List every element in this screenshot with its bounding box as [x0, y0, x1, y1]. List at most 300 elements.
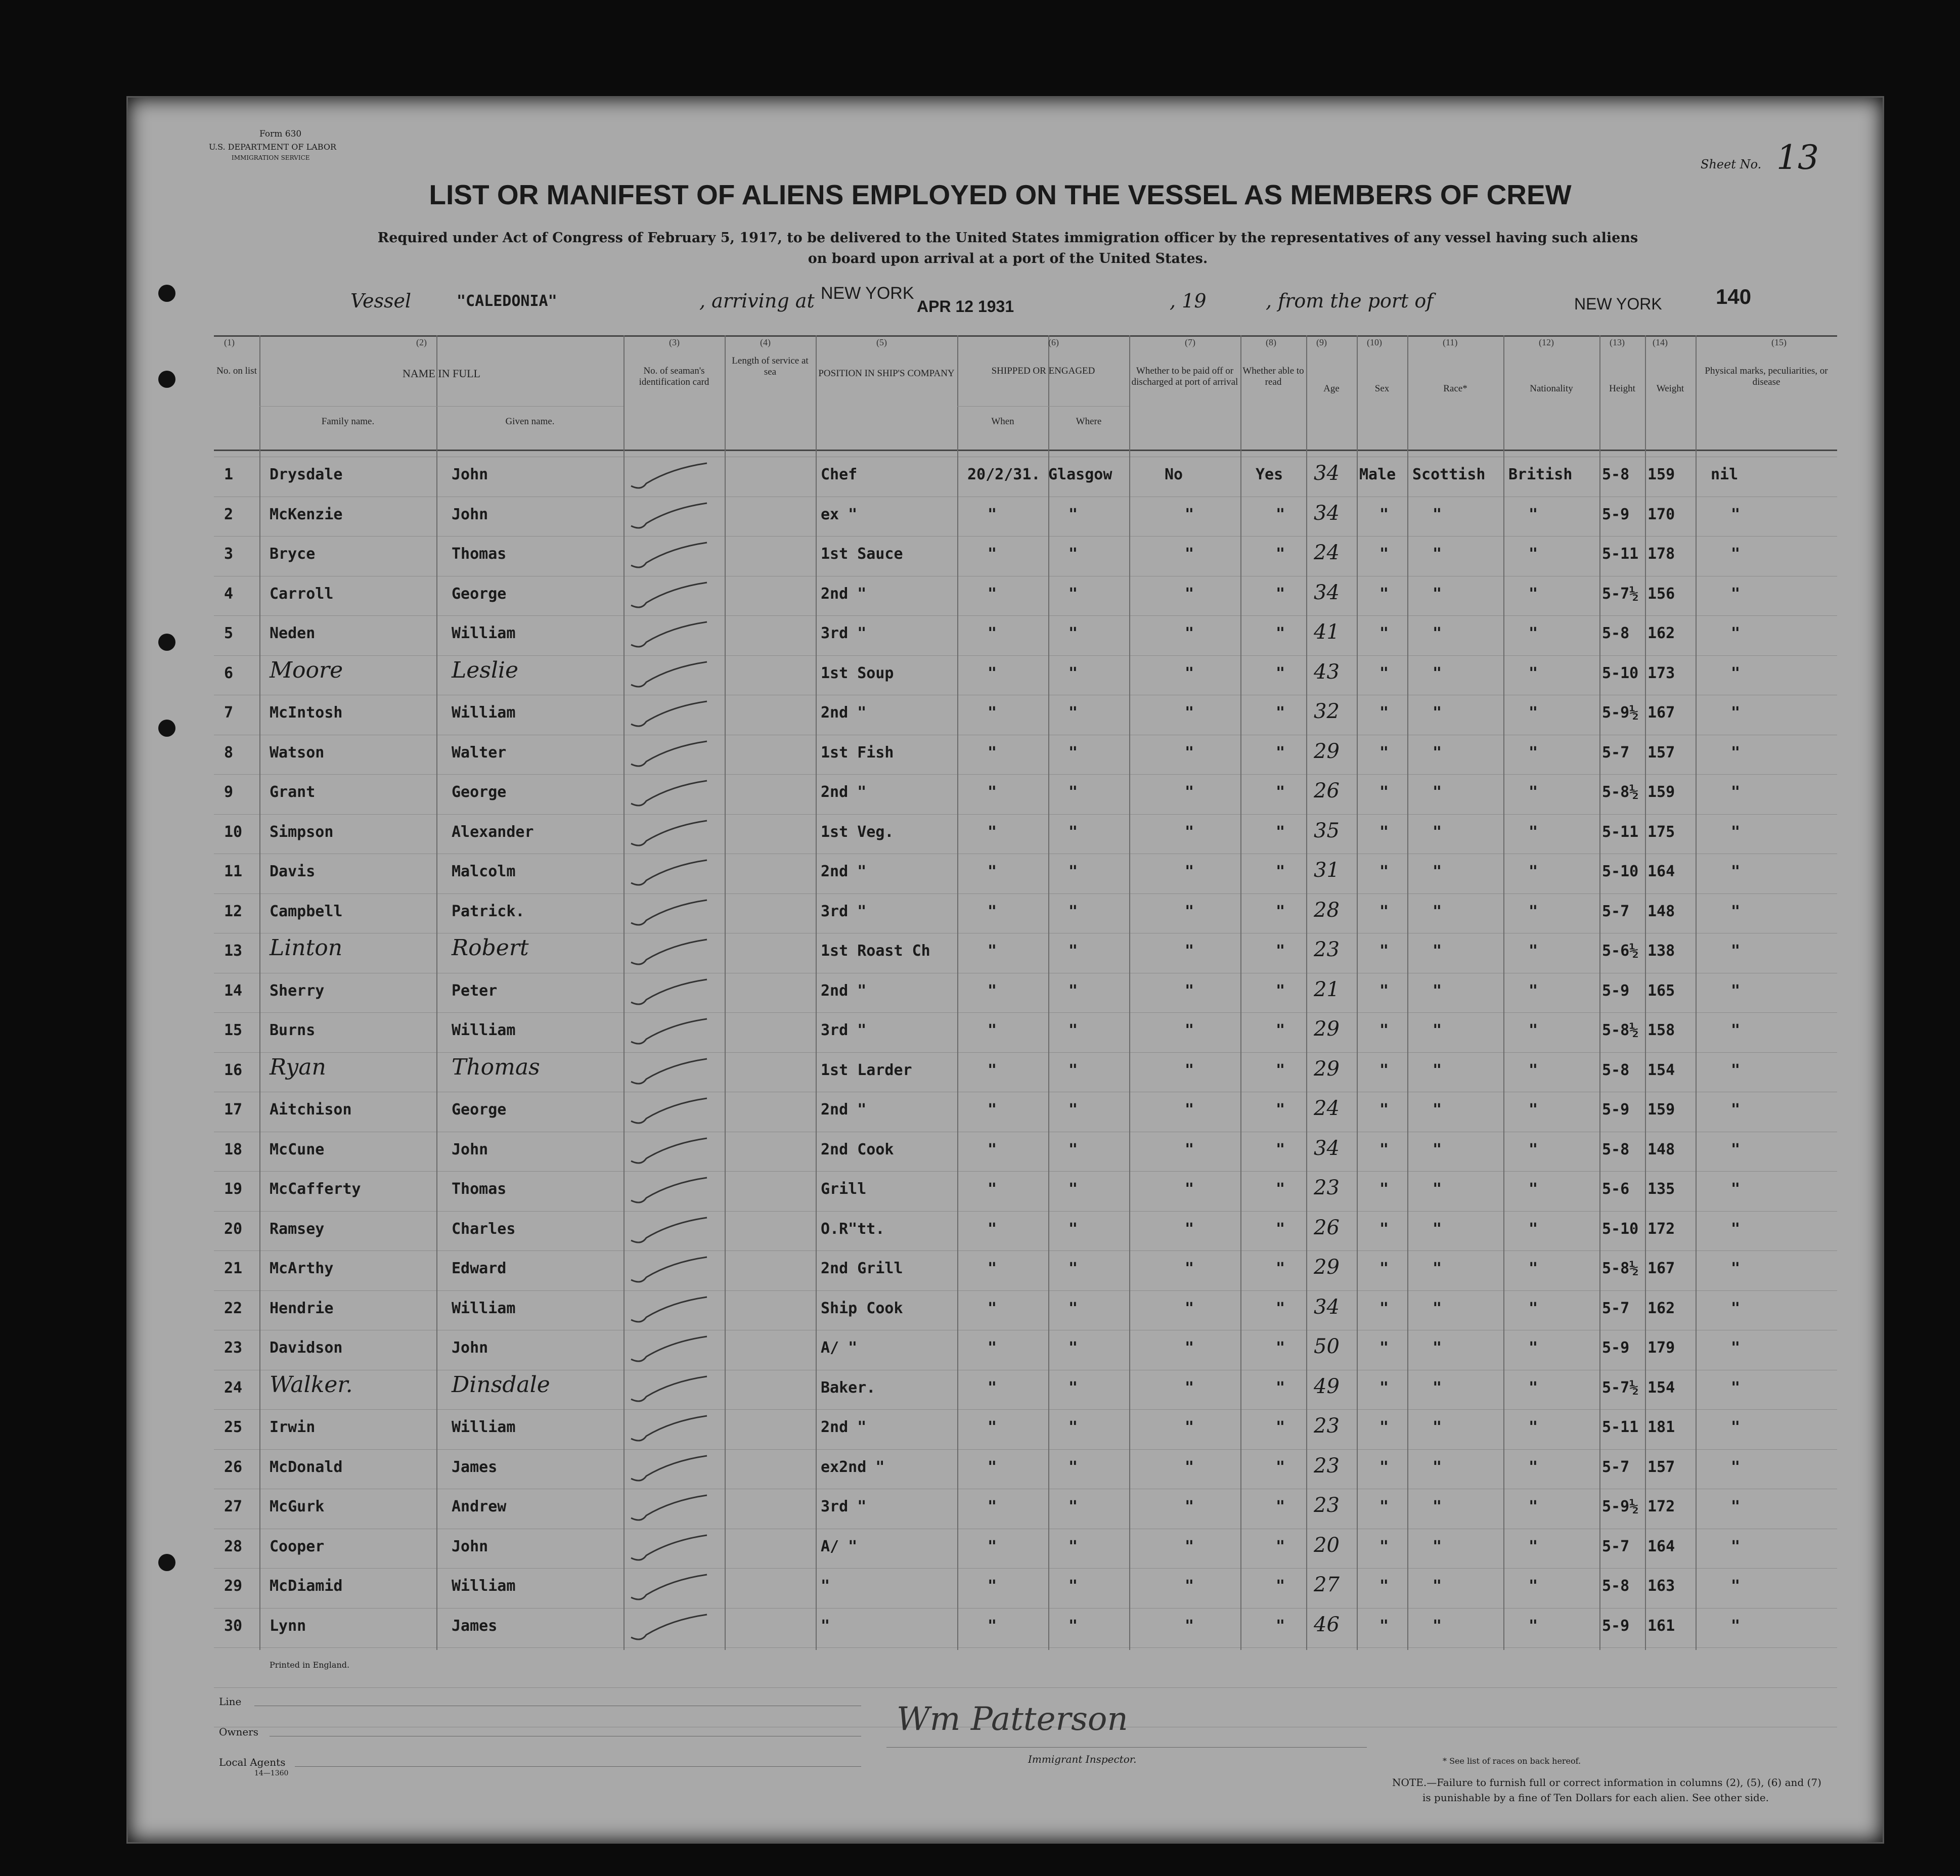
cell-position: 1st Fish: [821, 743, 894, 762]
cell-where: ": [1068, 664, 1078, 682]
check-mark-icon: [626, 619, 717, 655]
cell-marks: ": [1731, 1140, 1741, 1158]
cell-when: ": [988, 1617, 997, 1635]
cell-read: ": [1276, 585, 1285, 603]
cell-marks: ": [1731, 585, 1741, 603]
cell-family: McCune: [270, 1140, 325, 1158]
cell-no: 11: [224, 863, 243, 880]
cell-marks: ": [1731, 1458, 1741, 1476]
cell-paid: ": [1185, 1339, 1194, 1357]
column-divider: [1645, 335, 1646, 1650]
cell-position: O.R"tt.: [821, 1220, 885, 1238]
cell-family: Davis: [270, 863, 316, 880]
col-header-family: Family name.: [321, 416, 375, 427]
cell-paid: ": [1185, 505, 1194, 523]
cell-nat: ": [1529, 1458, 1538, 1476]
cell-sex: ": [1379, 1260, 1389, 1277]
cell-given: Robert: [452, 935, 529, 961]
cell-read: Yes: [1256, 466, 1283, 483]
cell-when: ": [988, 902, 997, 920]
col-header-age: Age: [1323, 383, 1340, 394]
cell-no: 1: [224, 466, 234, 483]
cell-position: 3rd ": [821, 624, 867, 642]
cell-paid: ": [1185, 1378, 1194, 1397]
cell-where: ": [1068, 1537, 1078, 1555]
col-header-position: POSITION IN SHIP'S COMPANY: [818, 368, 955, 379]
cell-paid: ": [1185, 1021, 1194, 1039]
cell-where: ": [1068, 783, 1078, 801]
cell-no: 23: [224, 1339, 243, 1357]
cell-weight: 161: [1647, 1617, 1675, 1635]
cell-height: 5-9½: [1602, 704, 1639, 722]
cell-nat: ": [1529, 1021, 1538, 1039]
row-rule: [214, 1568, 1837, 1569]
check-mark-icon: [626, 1136, 717, 1171]
cell-no: 17: [224, 1101, 243, 1119]
cell-given: William: [452, 1021, 516, 1039]
vessel-label: Vessel: [350, 290, 412, 312]
cell-sex: ": [1379, 1220, 1389, 1238]
check-mark-icon: [626, 1493, 717, 1528]
check-mark-icon: [626, 659, 717, 695]
cell-given: Alexander: [452, 823, 534, 841]
cell-position: Grill: [821, 1180, 867, 1198]
cell-position: 2nd ": [821, 704, 867, 722]
check-mark-icon: [626, 580, 717, 615]
header-bottom-border: [214, 450, 1837, 451]
cell-family: Cooper: [270, 1537, 325, 1555]
cell-read: ": [1276, 1299, 1285, 1317]
service: IMMIGRATION SERVICE: [232, 154, 310, 161]
subtitle-line-1: Required under Act of Congress of February 5, 1917, to be delivered to the United States immigration officer by the representatives of any vessel having such aliens: [377, 230, 1638, 246]
cell-given: John: [452, 1537, 488, 1555]
cell-read: ": [1276, 624, 1285, 642]
cell-position: 1st Sauce: [821, 545, 903, 563]
column-divider: [1048, 335, 1049, 1650]
row-rule: [214, 655, 1837, 656]
cell-given: Thomas: [452, 1054, 540, 1080]
cell-weight: 157: [1647, 1458, 1675, 1476]
cell-age: 31: [1314, 859, 1340, 882]
cell-family: McArthy: [270, 1260, 334, 1277]
cell-nat: ": [1529, 743, 1538, 762]
cell-position: ex2nd ": [821, 1458, 885, 1476]
cell-when: ": [988, 1220, 997, 1238]
cell-no: 7: [224, 704, 234, 722]
cell-marks: ": [1731, 1260, 1741, 1277]
cell-given: William: [452, 1299, 516, 1317]
column-divider: [1129, 335, 1130, 1650]
cell-weight: 162: [1647, 624, 1675, 642]
line-label: Line: [219, 1695, 242, 1708]
arriving-label: , arriving at: [699, 290, 815, 312]
cell-given: John: [452, 466, 488, 483]
cell-family: Hendrie: [270, 1299, 334, 1317]
check-mark-icon: [626, 1056, 717, 1092]
arriving-port: NEW YORK: [821, 284, 914, 303]
agents-code: 14—1360: [254, 1769, 289, 1777]
manifest-sheet: [126, 96, 1884, 1844]
cell-nat: ": [1529, 1617, 1538, 1635]
cell-height: 5-9: [1602, 1339, 1630, 1357]
cell-family: Irwin: [270, 1418, 316, 1436]
cell-given: William: [452, 704, 516, 722]
cell-paid: No: [1165, 466, 1183, 483]
cell-when: ": [988, 624, 997, 642]
cell-age: 49: [1314, 1374, 1340, 1398]
cell-age: 24: [1314, 541, 1340, 564]
col-num-15: (15): [1771, 337, 1787, 347]
cell-paid: ": [1185, 545, 1194, 563]
cell-marks: ": [1731, 1180, 1741, 1198]
cell-read: ": [1276, 1101, 1285, 1119]
cell-no: 22: [224, 1299, 243, 1317]
cell-weight: 167: [1647, 1260, 1675, 1277]
cell-sex: ": [1379, 902, 1389, 920]
cell-race: ": [1433, 1101, 1442, 1119]
row-rule: [214, 1647, 1837, 1648]
cell-position: 2nd ": [821, 981, 867, 1000]
cell-where: ": [1068, 1220, 1078, 1238]
cell-paid: ": [1185, 902, 1194, 920]
cell-marks: ": [1731, 624, 1741, 642]
cell-height: 5-7: [1602, 1537, 1630, 1555]
cell-height: 5-8: [1602, 1577, 1630, 1595]
cell-family: McGurk: [270, 1498, 325, 1515]
cell-race: ": [1433, 981, 1442, 1000]
punch-hole: [158, 1554, 175, 1571]
cell-height: 5-8: [1602, 1061, 1630, 1079]
cell-age: 29: [1314, 1057, 1340, 1081]
cell-where: Glasgow: [1048, 466, 1112, 483]
cell-where: ": [1068, 585, 1078, 603]
cell-weight: 163: [1647, 1577, 1675, 1595]
penalty-note-1: NOTE.—Failure to furnish full or correct information in columns (2), (5), (6) and (7): [1392, 1776, 1821, 1789]
cell-race: ": [1433, 1339, 1442, 1357]
cell-position: 3rd ": [821, 1021, 867, 1039]
cell-position: 3rd ": [821, 902, 867, 920]
cell-race: ": [1433, 823, 1442, 841]
column-divider: [816, 335, 817, 1650]
cell-no: 5: [224, 624, 234, 642]
cell-weight: 165: [1647, 981, 1675, 1000]
cell-marks: ": [1731, 1339, 1741, 1357]
cell-paid: ": [1185, 823, 1194, 841]
cell-height: 5-6½: [1602, 942, 1639, 960]
cell-paid: ": [1185, 863, 1194, 880]
cell-where: ": [1068, 863, 1078, 880]
cell-family: McKenzie: [270, 505, 343, 523]
cell-age: 27: [1314, 1573, 1340, 1596]
cell-race: ": [1433, 1617, 1442, 1635]
cell-where: ": [1068, 743, 1078, 762]
cell-family: Lynn: [270, 1617, 306, 1635]
cell-where: ": [1068, 1260, 1078, 1277]
cell-weight: 179: [1647, 1339, 1675, 1357]
cell-where: ": [1068, 1577, 1078, 1595]
col-num-1: (1): [224, 337, 235, 347]
col-header-no: No. on list: [216, 366, 257, 376]
cell-height: 5-9: [1602, 1101, 1630, 1119]
cell-family: Simpson: [270, 823, 334, 841]
inspector-label: Immigrant Inspector.: [1028, 1753, 1137, 1765]
column-divider: [1503, 335, 1504, 1650]
col-header-read: Whether able to read: [1242, 366, 1304, 387]
vessel-name: "CALEDONIA": [457, 292, 557, 310]
cell-family: Neden: [270, 624, 316, 642]
cell-nat: ": [1529, 942, 1538, 960]
check-mark-icon: [626, 1612, 717, 1647]
cell-no: 8: [224, 743, 234, 762]
cell-given: William: [452, 624, 516, 642]
check-mark-icon: [626, 1255, 717, 1290]
cell-given: Charles: [452, 1220, 516, 1238]
check-mark-icon: [626, 858, 717, 893]
cell-when: ": [988, 981, 997, 1000]
cell-nat: ": [1529, 902, 1538, 920]
col-num-11: (11): [1443, 337, 1458, 347]
cell-paid: ": [1185, 1498, 1194, 1515]
cell-height: 5-7½: [1602, 1378, 1639, 1397]
col-header-paid-off: Whether to be paid off or discharged at port of arrival: [1131, 366, 1238, 387]
year-label: , 19: [1170, 290, 1207, 312]
cell-paid: ": [1185, 624, 1194, 642]
cell-when: ": [988, 1339, 997, 1357]
cell-age: 26: [1314, 1216, 1340, 1239]
cell-marks: ": [1731, 1378, 1741, 1397]
cell-sex: ": [1379, 942, 1389, 960]
cell-position: 2nd ": [821, 783, 867, 801]
cell-sex: ": [1379, 704, 1389, 722]
check-mark-icon: [626, 1016, 717, 1052]
cell-marks: ": [1731, 1220, 1741, 1238]
cell-marks: ": [1731, 1061, 1741, 1079]
cell-race: ": [1433, 902, 1442, 920]
cell-position: 1st Roast Ch: [821, 942, 930, 960]
cell-position: 2nd Grill: [821, 1260, 903, 1277]
cell-marks: ": [1731, 902, 1741, 920]
cell-age: 26: [1314, 779, 1340, 802]
check-mark-icon: [626, 937, 717, 972]
cell-where: ": [1068, 1180, 1078, 1198]
cell-age: 34: [1314, 1295, 1340, 1319]
cell-height: 5-8½: [1602, 1260, 1639, 1277]
cell-family: McDonald: [270, 1458, 343, 1476]
cell-no: 9: [224, 783, 234, 801]
cell-paid: ": [1185, 743, 1194, 762]
from-port: NEW YORK: [1574, 295, 1662, 313]
cell-weight: 170: [1647, 505, 1675, 523]
cell-nat: ": [1529, 1299, 1538, 1317]
cell-position: 2nd ": [821, 585, 867, 603]
cell-height: 5-7: [1602, 743, 1630, 762]
col-header-given: Given name.: [505, 416, 555, 427]
cell-sex: Male: [1359, 466, 1396, 483]
cell-family: Sherry: [270, 981, 325, 1000]
cell-position: 1st Larder: [821, 1061, 912, 1079]
cell-race: ": [1433, 1577, 1442, 1595]
cell-read: ": [1276, 1418, 1285, 1436]
cell-no: 14: [224, 981, 243, 1000]
cell-when: ": [988, 1498, 997, 1515]
cell-marks: ": [1731, 704, 1741, 722]
check-mark-icon: [626, 778, 717, 814]
cell-when: ": [988, 743, 997, 762]
stamp-number: 140: [1716, 285, 1752, 308]
cell-read: ": [1276, 1180, 1285, 1198]
cell-when: ": [988, 823, 997, 841]
row-rule: [214, 1171, 1837, 1172]
col-num-5: (5): [876, 337, 887, 347]
cell-when: ": [988, 1021, 997, 1039]
check-mark-icon: [626, 1175, 717, 1211]
cell-nat: ": [1529, 823, 1538, 841]
cell-weight: 135: [1647, 1180, 1675, 1198]
cell-given: George: [452, 1101, 507, 1119]
cell-position: 2nd Cook: [821, 1140, 894, 1158]
cell-where: ": [1068, 1339, 1078, 1357]
cell-given: Walter: [452, 743, 507, 762]
cell-height: 5-10: [1602, 863, 1639, 880]
cell-family: Campbell: [270, 902, 343, 920]
cell-race: ": [1433, 1537, 1442, 1555]
cell-no: 27: [224, 1498, 243, 1515]
cell-marks: ": [1731, 1299, 1741, 1317]
cell-no: 28: [224, 1537, 243, 1555]
cell-marks: ": [1731, 823, 1741, 841]
penalty-note-2: is punishable by a fine of Ten Dollars for each alien. See other side.: [1422, 1792, 1769, 1804]
check-mark-icon: [626, 540, 717, 575]
punch-hole: [158, 720, 175, 737]
cell-position: Baker.: [821, 1378, 876, 1397]
cell-no: 10: [224, 823, 243, 841]
cell-read: ": [1276, 942, 1285, 960]
cell-family: McIntosh: [270, 704, 343, 722]
cell-nat: ": [1529, 1339, 1538, 1357]
cell-when: ": [988, 664, 997, 682]
check-mark-icon: [626, 1215, 717, 1250]
cell-age: 34: [1314, 580, 1340, 604]
name-subheader-rule: [259, 406, 623, 407]
cell-sex: ": [1379, 783, 1389, 801]
cell-family: Carroll: [270, 585, 334, 603]
cell-age: 21: [1314, 977, 1340, 1001]
cell-position: 1st Veg.: [821, 823, 894, 841]
cell-nat: ": [1529, 664, 1538, 682]
cell-height: 5-10: [1602, 664, 1639, 682]
cell-weight: 159: [1647, 466, 1675, 483]
column-divider: [1306, 335, 1307, 1650]
cell-height: 5-11: [1602, 545, 1639, 563]
cell-no: 12: [224, 902, 243, 920]
cell-weight: 158: [1647, 1021, 1675, 1039]
cell-age: 20: [1314, 1533, 1340, 1557]
cell-age: 50: [1314, 1335, 1340, 1358]
cell-nat: ": [1529, 1260, 1538, 1277]
cell-given: John: [452, 1339, 488, 1357]
cell-race: ": [1433, 1299, 1442, 1317]
cell-paid: ": [1185, 1299, 1194, 1317]
cell-race: ": [1433, 863, 1442, 880]
cell-height: 5-7: [1602, 1299, 1630, 1317]
cell-no: 4: [224, 585, 234, 603]
cell-sex: ": [1379, 664, 1389, 682]
cell-age: 24: [1314, 1097, 1340, 1120]
column-divider: [436, 335, 437, 1650]
cell-sex: ": [1379, 545, 1389, 563]
sheet-label: Sheet No.: [1701, 157, 1762, 171]
cell-height: 5-9½: [1602, 1498, 1639, 1515]
cell-where: ": [1068, 1617, 1078, 1635]
punch-hole: [158, 285, 175, 302]
cell-marks: ": [1731, 1577, 1741, 1595]
col-header-weight: Weight: [1656, 383, 1684, 394]
cell-where: ": [1068, 1498, 1078, 1515]
cell-sex: ": [1379, 1498, 1389, 1515]
cell-position: ": [821, 1577, 830, 1595]
cell-no: 29: [224, 1577, 243, 1595]
cell-age: 43: [1314, 660, 1340, 684]
cell-when: ": [988, 1577, 997, 1595]
cell-paid: ": [1185, 1140, 1194, 1158]
shipped-subheader-rule: [957, 406, 1129, 407]
cell-paid: ": [1185, 664, 1194, 682]
cell-sex: ": [1379, 1577, 1389, 1595]
col-header-where: Where: [1076, 416, 1102, 427]
cell-race: Scottish: [1412, 466, 1486, 483]
cell-where: ": [1068, 823, 1078, 841]
cell-read: ": [1276, 981, 1285, 1000]
cell-race: ": [1433, 1260, 1442, 1277]
cell-family: McCafferty: [270, 1180, 361, 1198]
cell-read: ": [1276, 823, 1285, 841]
cell-marks: ": [1731, 664, 1741, 682]
cell-read: ": [1276, 863, 1285, 880]
cell-age: 23: [1314, 1176, 1340, 1199]
cell-position: ": [821, 1617, 830, 1635]
cell-height: 5-9: [1602, 505, 1630, 523]
cell-marks: ": [1731, 863, 1741, 880]
column-divider: [259, 335, 260, 1650]
check-mark-icon: [626, 818, 717, 854]
row-rule: [214, 814, 1837, 815]
cell-race: ": [1433, 1220, 1442, 1238]
check-mark-icon: [626, 699, 717, 734]
cell-paid: ": [1185, 1180, 1194, 1198]
cell-marks: ": [1731, 942, 1741, 960]
cell-sex: ": [1379, 624, 1389, 642]
cell-nat: ": [1529, 1577, 1538, 1595]
cell-family: Grant: [270, 783, 316, 801]
cell-height: 5-11: [1602, 1418, 1639, 1436]
cell-paid: ": [1185, 783, 1194, 801]
cell-age: 23: [1314, 1494, 1340, 1517]
cell-race: ": [1433, 1140, 1442, 1158]
cell-race: ": [1433, 1498, 1442, 1515]
cell-given: Edward: [452, 1260, 507, 1277]
cell-where: ": [1068, 1458, 1078, 1476]
cell-when: ": [988, 1180, 997, 1198]
check-mark-icon: [626, 1294, 717, 1330]
cell-family: Ryan: [270, 1054, 326, 1080]
cell-weight: 172: [1647, 1220, 1675, 1238]
cell-given: William: [452, 1577, 516, 1595]
cell-weight: 157: [1647, 743, 1675, 762]
cell-weight: 175: [1647, 823, 1675, 841]
col-num-6: (6): [1048, 337, 1059, 347]
cell-sex: ": [1379, 1339, 1389, 1357]
cell-position: 2nd ": [821, 1101, 867, 1119]
